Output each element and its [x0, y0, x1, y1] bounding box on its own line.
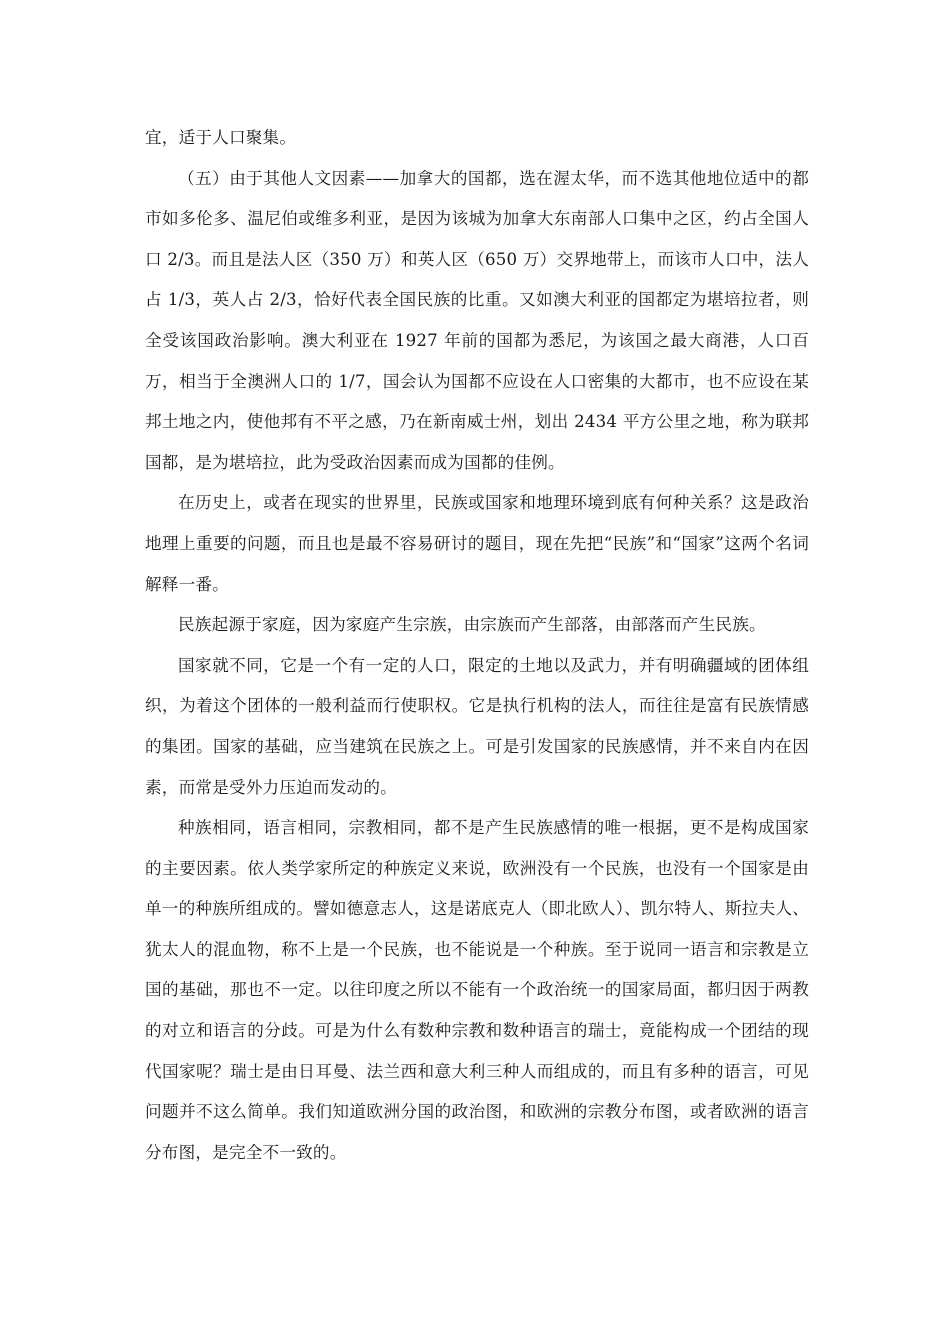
paragraph-1: 宜，适于人口聚集。 — [145, 128, 297, 147]
paragraph-6: 种族相同，语言相同，宗教相同，都不是产生民族感情的唯一根据，更不是构成国家的主要因素。依人类学家所定的种族定义来说，欧洲没有一个民族，也没有一个国家是由单一的种族所组成的。譬如德意志人，这是诺底克人（即北欧人）、凯尔特人、斯拉夫人、犹太人的混血物，称不上是一个民族，也不能说是一个种族。至于说同一语言和宗教是立国的基础，那也不一定。以往印度之所以不能有一个政治统一的国家局面，都归因于两教的对立和语言的分歧。可是为什么有数种宗教和数种语言的瑞士，竟能构成一个团结的现代国家呢？瑞士是由日耳曼、法兰西和意大利三种人而组成的，而且有多种的语言，可见问题并不这么简单。我们知道欧洲分国的政治图，和欧洲的宗教分布图，或者欧洲的语言分布图，是完全不一致的。 — [145, 818, 809, 1162]
paragraph-2: （五）由于其他人文因素——加拿大的国都，选在渥太华，而不选其他地位适中的都市如多伦多、温尼伯或维多利亚，是因为该城为加拿大东南部人口集中之区，约占全国人口 2/3。而且是法人区（350 万）和英人区（650 万）交界地带上，而该市人口中，法人占 1/3，英人占 2/3，恰好代表全国民族的比重。又如澳大利亚的国都定为堪培拉者，则全受该国政治影响。澳大利亚在 1927 年前的国都为悉尼，为该国之最大商港，人口百万，相当于全澳洲人口的 1/7，国会认为国都不应设在人口密集的大都市，也不应设在某邦土地之内，使他邦有不平之感，乃在新南威士州，划出 2434 平方公里之地，称为联邦国都，是为堪培拉，此为受政治因素而成为国都的佳例。 — [145, 168, 809, 472]
document-body — [145, 118, 809, 1173]
paragraph-3: 在历史上，或者在现实的世界里，民族或国家和地理环境到底有何种关系？这是政治地理上重要的问题，而且也是最不容易研讨的题目，现在先把“民族”和“国家”这两个名词解释一番。 — [145, 493, 809, 594]
paragraph-5: 国家就不同，它是一个有一定的人口，限定的土地以及武力，并有明确疆域的团体组织，为着这个团体的一般利益而行使职权。它是执行机构的法人，而往往是富有民族情感的集团。国家的基础，应当建筑在民族之上。可是引发国家的民族感情，并不来自内在因素，而常是受外力压迫而发动的。 — [145, 655, 809, 797]
paragraph-4: 民族起源于家庭，因为家庭产生宗族，由宗族而产生部落，由部落而产生民族。 — [178, 615, 766, 635]
